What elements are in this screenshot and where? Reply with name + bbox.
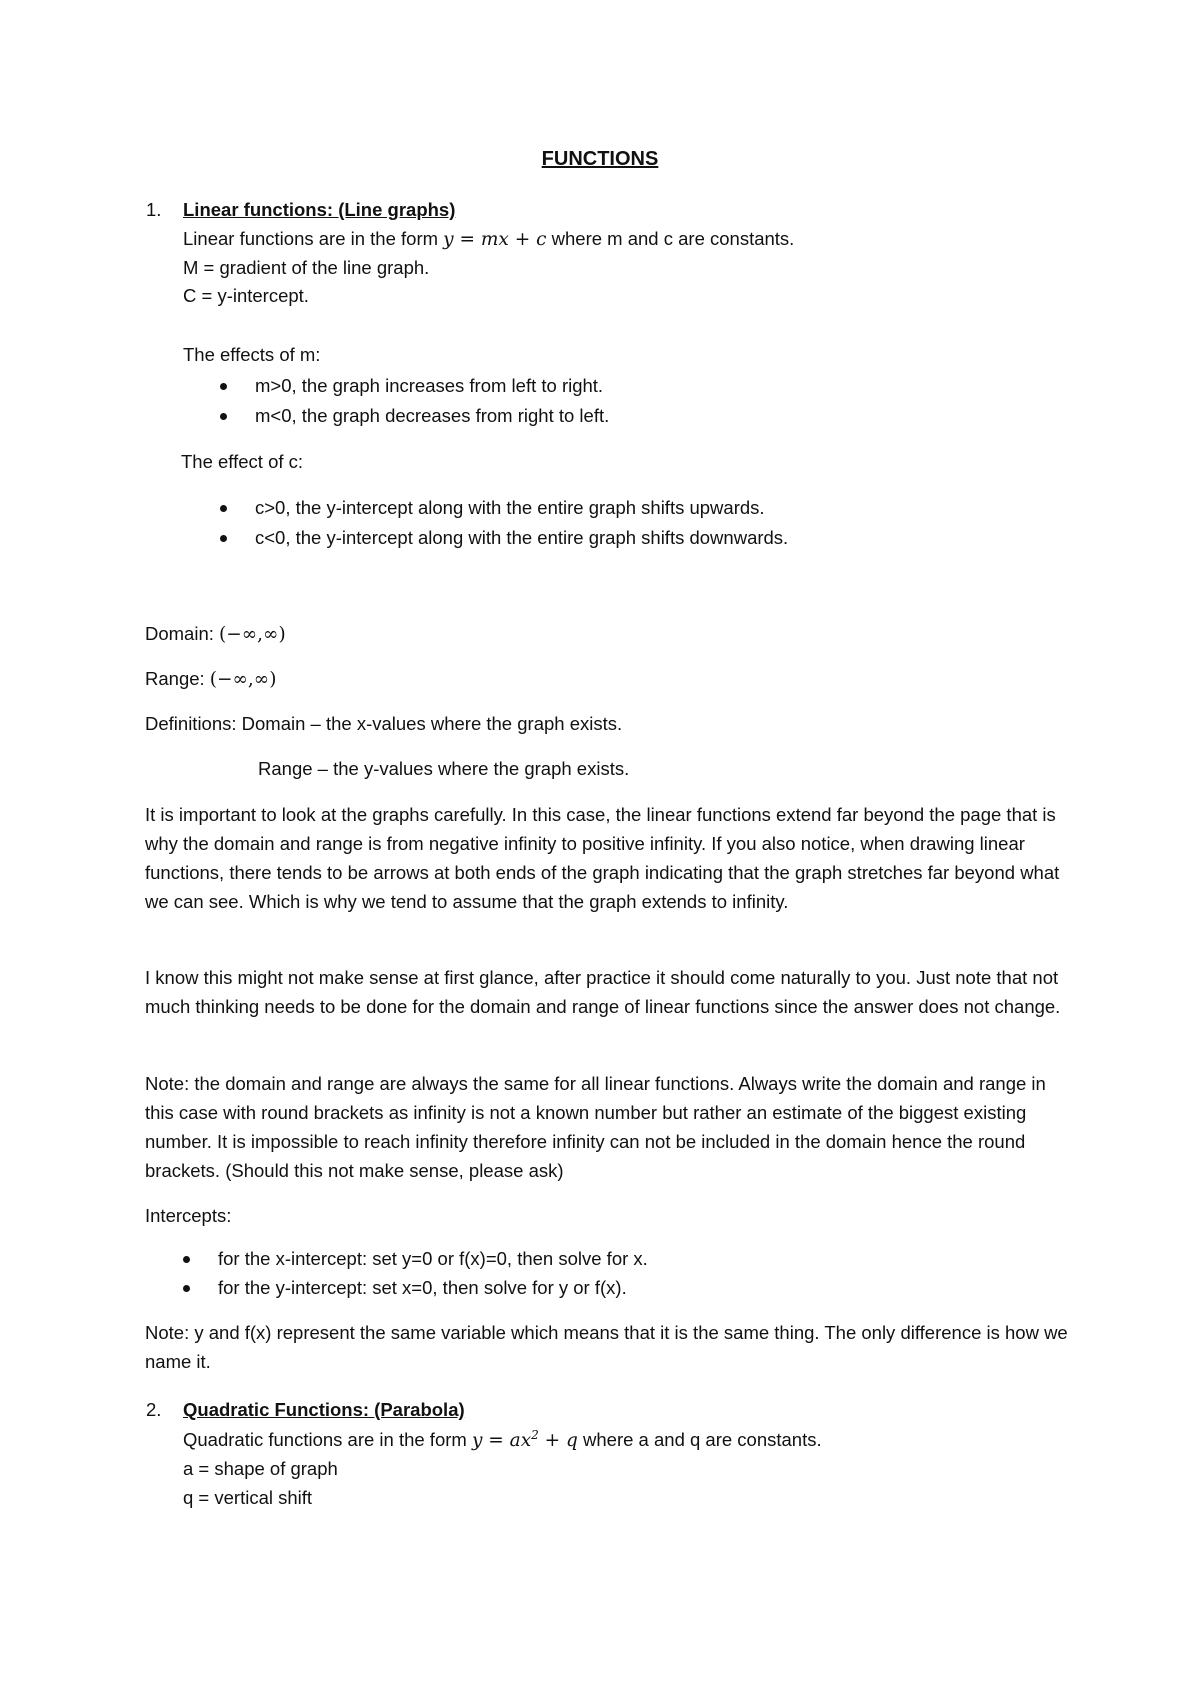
paragraph: Note: the domain and range are always the same for all linear functions. Always write the domain and range in this case with round brackets as infinity is not a known number but rather an estimate of the biggest existing number. It is impossible to reach infinity therefore infinity can not be included in the domain hence the round brackets. (Should this not make sense, please ask) <box>145 1073 1046 1181</box>
domain-value: (−∞,∞) <box>219 624 286 645</box>
shift-definition: q = vertical shift <box>183 1487 313 1508</box>
definition-domain: Definitions: Domain – the x-values where the graph exists. <box>145 713 623 734</box>
domain-line: Domain: (−∞,∞) <box>145 623 286 645</box>
section-heading: Linear functions: (Line graphs) <box>183 199 456 220</box>
linear-formula: y = mx + c <box>443 229 547 250</box>
section-heading: Quadratic Functions: (Parabola) <box>183 1399 465 1420</box>
quadratic-intro: Quadratic functions are in the form $y = ax^2 + q$ where a and q are constants. <box>183 1427 822 1451</box>
intercepts-heading: Intercepts: <box>145 1205 232 1226</box>
bullet-icon <box>183 1285 190 1292</box>
section-number: 2. <box>146 1399 162 1420</box>
linear-intro: Linear functions are in the form y = mx + c where m and c are constants. <box>183 228 795 250</box>
bullet-icon <box>220 383 227 390</box>
effect-c-heading: The effect of c: <box>181 451 304 472</box>
quadratic-formula: $y = ax^2 + q$ <box>471 1427 578 1451</box>
bullet-icon <box>183 1256 190 1263</box>
range-value: (−∞,∞) <box>209 669 277 690</box>
paragraph: Note: y and f(x) represent the same variable which means that it is the same thing. The only difference is how we name it. <box>145 1322 1068 1372</box>
range-line: Range: (−∞,∞) <box>145 668 277 690</box>
list-item: c>0, the y-intercept along with the entire graph shifts upwards. <box>255 497 765 518</box>
list-item: m>0, the graph increases from left to right. <box>255 375 604 396</box>
paragraph: It is important to look at the graphs carefully. In this case, the linear functions extend far beyond the page that is why the domain and range is from negative infinity to positive infinity. If you also notice, when drawing linear functions, there tends to be arrows at both ends of the graph indicating that the graph stretches far beyond what we can see. Which is why we tend to assume that the graph extends to infinity. <box>145 804 1060 912</box>
shape-definition: a = shape of graph <box>183 1458 338 1479</box>
list-item: m<0, the graph decreases from right to left. <box>255 405 610 426</box>
list-item: for the x-intercept: set y=0 or f(x)=0, then solve for x. <box>218 1248 648 1269</box>
paragraph: I know this might not make sense at first glance, after practice it should come naturally to you. Just note that not much thinking needs to be done for the domain and range of linear functions since the answer does not change. <box>145 967 1061 1017</box>
effects-m-heading: The effects of m: <box>183 344 321 365</box>
gradient-definition: M = gradient of the line graph. <box>183 257 430 278</box>
section-number: 1. <box>146 199 162 220</box>
list-item: for the y-intercept: set x=0, then solve for y or f(x). <box>218 1277 627 1298</box>
bullet-icon <box>220 535 227 542</box>
page-title: FUNCTIONS <box>541 148 659 170</box>
definition-range: Range – the y-values where the graph exists. <box>258 758 630 779</box>
intercept-definition: C = y-intercept. <box>183 285 309 306</box>
bullet-icon <box>220 413 227 420</box>
bullet-icon <box>220 505 227 512</box>
list-item: c<0, the y-intercept along with the entire graph shifts downwards. <box>255 527 789 548</box>
